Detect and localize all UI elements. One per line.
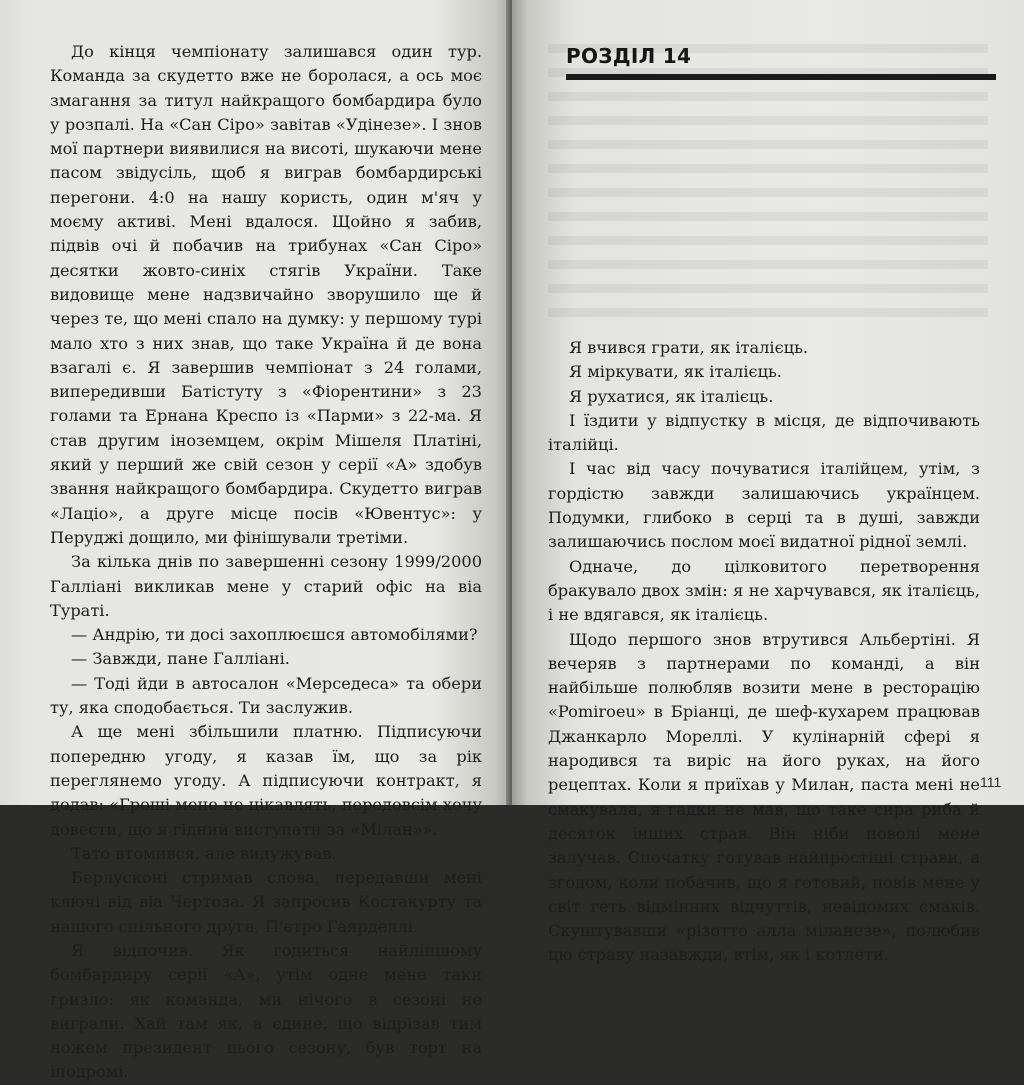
paragraph: Тато втомився, але видужував. [71,843,337,863]
dialogue-line: — Андрію, ти досі захоплюєшся автомобілями? [71,625,478,645]
paragraph: До кінця чемпіонату залишався один тур. Команда за скудетто вже не боролася, а ось моє змагання за титул найкращого бомбардира було у розпалі. На «Сан Сіро» завітав «Удінезе». І знов мої партнери виявилися на висоті, шукаючи мене пасом звідусіль, щоб я виграв бомбардирські перегони. 4:0 на нашу користь, один м'яч у моєму активі. Мені вдалося. Щойно я забив, підвів очі й побачив на трибунах «Сан Сіро» десятки жовто-синіх стягів України. Таке видовище мене надзвичайно зворушило ще й через те, що мені спало на думку: у першому турі мало хто з них знав, що таке Україна й де вона взагалі є. Я завершив чемпіонат з 24 голами, випередивши Батістуту з «Фіорентини» з 23 голами та Ернана Креспо із «Парми» з 22-ма. Я став другим іноземцем, окрім Мішеля Платіні, який у перший же свій сезон у серії «А» здобув звання найкращого бомбардира. Скудетто виграв «Лаціо», а друге місце посів «Ювентус»: у Перуджі дощило, ми фінішували третіми. [50,42,482,547]
paragraph: Я відпочив. Як годиться найліпшому бомбардиру серії «А», утім одне мене таки гризло: як команда, ми нічого в сезоні не виграли. Хай там як, а єдине, що відрізав тим ножем президент цього сезону, був торт на іподромі. [50,940,482,1082]
paragraph: Одначе, до цілковитого перетворення бракувало двох змін: я не харчувався, як італієць, і не вдягався, як італієць. [548,556,980,625]
paragraph: Я вчився грати, як італієць. [569,338,809,357]
paragraph: Берлусконі стримав слова, передавши мені ключі від віа Чертоза. Я запросив Костакурту та нашого спільного друга, П'єтро Гаярделлі. [50,868,482,936]
paragraph: А ще мені збільшили платню. Підписуючи попередню угоду, я казав їм, що за рік переглянемо угоду. А підписуючи контракт, я додав: «Гроші мене не цікавлять, передовсім хочу довести, що я гідний виступати за «Мілан»». [50,722,482,839]
left-text-column [50,40,482,1085]
paragraph: І їздити у відпустку в місця, де відпочивають італійці. [548,410,980,455]
paragraph: За кілька днів по завершенні сезону 1999/2000 Галліані викликав мене у старий офіс на віа Тураті. [50,552,482,620]
chapter-title: РОЗДІЛ 14 [566,44,692,68]
left-page [0,0,510,1082]
paragraph: І час від часу почуватися італійцем, утім, з гордістю завжди залишаючись українцем. Подумки, глибоко в серці та в душі, завжди залишаючись послом моєї видатної рідної землі. [548,459,980,552]
dialogue-line: — Завжди, пане Галліані. [71,649,290,669]
right-page [512,0,1024,965]
show-through-text [548,44,988,324]
page-number: 111 [980,774,1002,790]
paragraph: Щодо першого знов втрутився Альбертіні. Я вечеряв з партнерами по команді, а він найбільше полюбляв возити мене в ресторацію «Pomiroeu» в Бріанці, де шеф-кухарем працював Джанкарло Мореллі. У кулінарній сфері я народився та виріс на його руках, на його рецептах. Коли я приїхав у Милан, паста мені не смакувала, я гадки не мав, що таке сира риба й десяток інших страв. Він ніби поволі мене залучав. Спочатку готував найпростіші страви, а згодом, коли побачив, що я готовий, повів мене у світ геть відмінних відчуттів, невідомих смаків. Скуштувавши «різотто алла міланезе», полюбив цю страву назавжди, втім, як і котлети. [548,629,980,965]
dialogue-line: — Тоді йди в автосалон «Мерседеса» та обери ту, яка сподобається. Ти заслужив. [50,673,482,718]
paragraph: Я міркувати, як італієць. [569,362,782,382]
chapter-rule [566,74,996,80]
paragraph: Я рухатися, як італієць. [569,386,774,406]
right-text-column [548,336,980,968]
